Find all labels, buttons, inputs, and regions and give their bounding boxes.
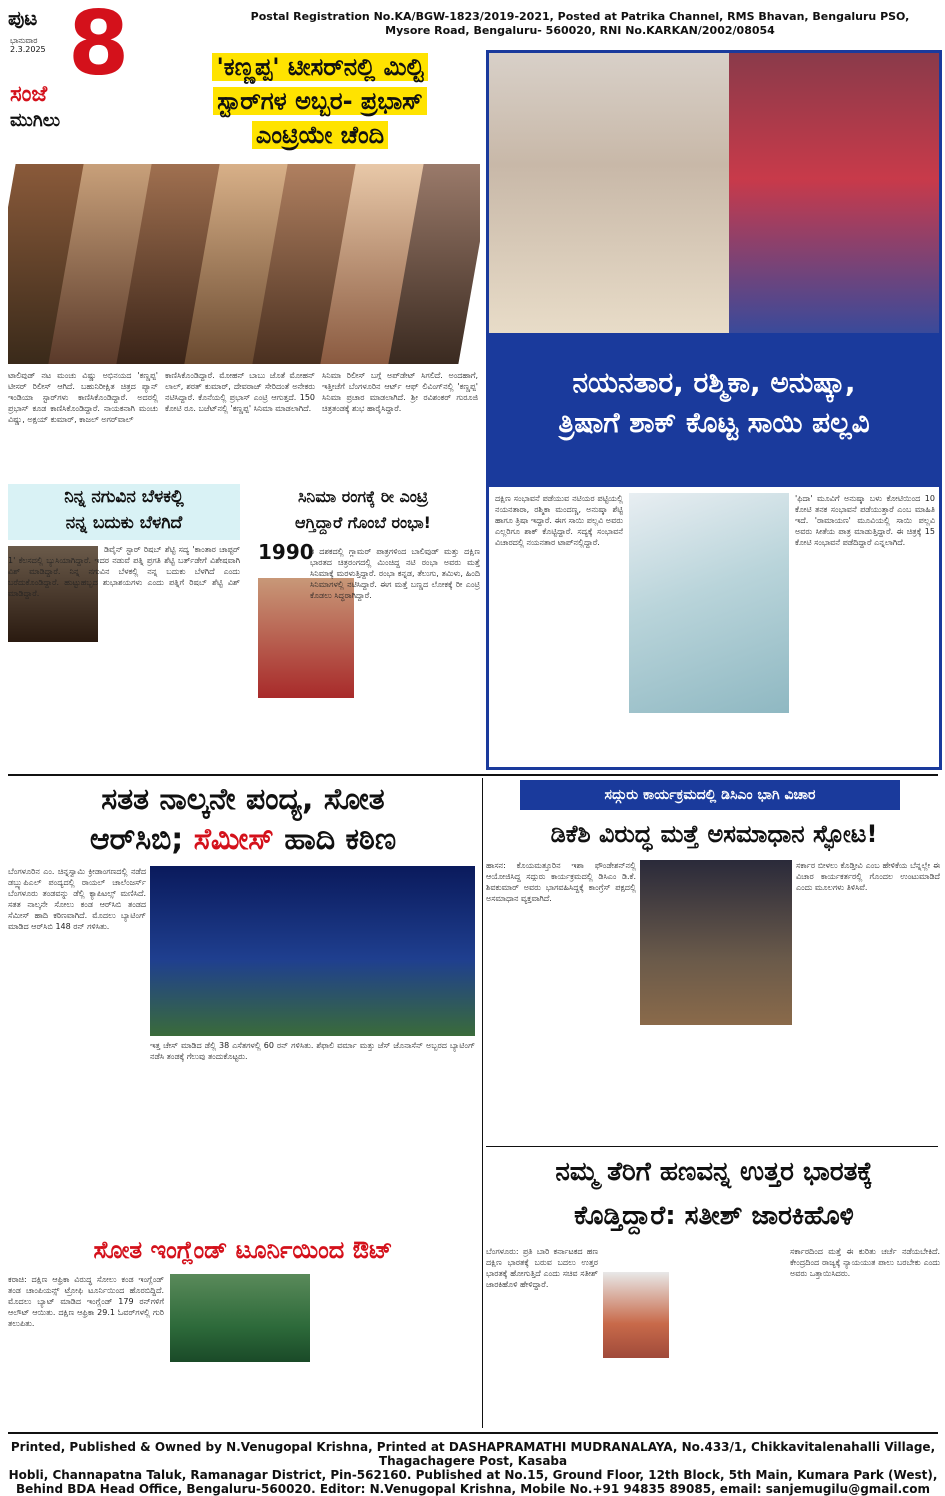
dk-headline: ಡಿಕೆಶಿ ವಿರುದ್ಧ ಮತ್ತೆ ಅಸಮಾಧಾನ ಸ್ಫೋಟ! [550,820,878,848]
brand-name-line1: ಸಂಜೆ [10,82,48,107]
section-divider-2 [486,1146,938,1147]
sai-pallavi-body-col1: ದಕ್ಷಿಣ ಸಂಭಾವನೆ ಪಡೆಯುವ ನಟಿಯರ ಪಟ್ಟಿಯಲ್ಲಿ ನಯನತಾರಾ, ರಶ್ಮಿಕಾ ಮಂದಣ್ಣ, ಅನುಷ್ಕಾ ಶೆಟ್ಟಿ ಹಾಗೂ ತ್ರಿಷಾ ಇದ್ದಾರೆ. ಈಗ ಸಾಯಿ ಪಲ್ಲವಿ ಅವರು ಎಲ್ಲರಿಗೂ ಶಾಕ್ ಕೊಟ್ಟಿದ್ದಾರೆ. ಸದ್ಯಕ್ಕೆ ಸಂಭಾವನೆ ವಿಚಾರದಲ್ಲಿ ನಯನತಾರ ಟಾಪ್‌ನಲ್ಲಿದ್ದಾರೆ. [495,494,623,547]
rashmika-photo [489,53,729,333]
column-divider [482,778,483,1428]
kannappa-headline: 'ಕಣ್ಣಪ್ಪ' ಟೀಸರ್‌ನಲ್ಲಿ ಮಿಲ್ಟಿ ಸ್ಟಾರ್‌ಗಳ ಅಬ್ಬರ- ಪ್ರಭಾಸ್ ಎಂಟ್ರಿಯೇ ಚೆಂದಿ [170,50,470,162]
rishab-headline: ನಿನ್ನ ನಗುವಿನ ಬೆಳಕಲ್ಲಿ ನನ್ನ ಬದುಕು ಬೆಳಗಿದೆ [8,484,240,540]
registration-line: Postal Registration No.KA/BGW-1823/2019-2021, Posted at Patrika Channel, RMS Bhavan, Bengaluru PSO, Mysore Road, Bengaluru- 560020, RNI No.KARKAN/2002/08054 [250,10,910,37]
sai-pallavi-feature [486,50,942,770]
dk-kicker-banner: ಸದ್ಗುರು ಕಾರ್ಯಕ್ರಮದಲ್ಲಿ ಡಿಸಿಎಂ ಭಾಗಿ ವಿಚಾರ [520,780,900,810]
sai-pallavi-headline: ನಯನತಾರ, ರಶ್ಮಿಕಾ, ಅನುಷ್ಕಾ, ತ್ರಿಷಾಗೆ ಶಾಕ್ ಕೊಟ್ಟ ಸಾಯಿ ಪಲ್ಲವಿ [489,333,939,487]
rcb-body-left: ಬೆಂಗಳೂರಿನ ಎಂ. ಚಿನ್ನಸ್ವಾಮಿ ಕ್ರೀಡಾಂಗಣದಲ್ಲಿ ನಡೆದ ಡಬ್ಲ್ಯುಪಿಎಲ್ ಪಂದ್ಯದಲ್ಲಿ ರಾಯಲ್ ಚಾಲೆಂಜರ್ಸ್ ಬೆಂಗಳೂರು ತಂಡವನ್ನು ಡೆಲ್ಲಿ ಕ್ಯಾಪಿಟಲ್ಸ್ ಮಣಿಸಿದೆ. ಸತತ ನಾಲ್ಕನೇ ಸೋಲು ಕಂಡ ಆರ್‌ಸಿಬಿ ತಂಡದ ಸೆಮೀಸ್ ಹಾದಿ ಕಠಿಣವಾಗಿದೆ. ಮೊದಲು ಬ್ಯಾಟಿಂಗ್ ಮಾಡಿದ ಆರ್‌ಸಿಬಿ 148 ರನ್ ಗಳಿಸಿತು. [8,867,146,931]
kannappa-body-col2: ಕಾಣಿಸಿಕೊಂಡಿದ್ದಾರೆ. ಮೋಹನ್ ಬಾಬು ಜೊತೆ ಮೋಹನ್ ಲಾಲ್, ಶರತ್ ಕುಮಾರ್, ದೇವರಾಜ್ ಸೇರಿದಂತೆ ಅನೇಕರು ನಟಿಸಿದ್ದಾರೆ. ಕೊನೆಯಲ್ಲಿ ಪ್ರಭಾಸ್ ಎಂಟ್ರಿ ಆಗುತ್ತದೆ. 150 ಕೋಟಿ ರೂ. ಬಜೆಟ್‌ನಲ್ಲಿ 'ಕಣ್ಣಪ್ಪ' ಸಿನಿಮಾ ಮಾಡಲಾಗಿದೆ. [165,371,315,413]
satish-body-right: ಸರ್ಕಾರದಿಂದ ಮತ್ತೆ ಈ ಕುರಿತು ಚರ್ಚೆ ನಡೆಯಬೇಕಿದೆ. ಕೇಂದ್ರದಿಂದ ರಾಜ್ಯಕ್ಕೆ ನ್ಯಾಯಯುತ ಪಾಲು ಬರಬೇಕು ಎಂದು ಅವರು ಒತ್ತಾಯಿಸಿದರು. [790,1247,940,1278]
rcb-body-right: ಇತ್ತ ಚೇಸ್ ಮಾಡಿದ ಡೆಲ್ಲಿ 38 ಎಸೆತಗಳಲ್ಲಿ 60 ರನ್ ಗಳಿಸಿತು. ಶೆಫಾಲಿ ವರ್ಮಾ ಮತ್ತು ಜೆಸ್ ಜೊನಾಸೆನ್ ಅಬ್ಬರದ ಬ್ಯಾಟಿಂಗ್ ನಡೆಸಿ ತಂಡಕ್ಕೆ ಗೆಲುವು ತಂದುಕೊಟ್ಟರು. [150,1041,475,1061]
south-africa-team-photo [170,1274,310,1362]
page-number: 8 [68,0,130,95]
imprint-footer: Printed, Published & Owned by N.Venugopal Krishna, Printed at DASHAPRAMATHI MUDRANALAYA, No.433/1, Chikkavitalenahalli Village, Thagachagere Post, Kasaba Hobli, Channapatna Taluk, Ramanagar District, Pin-562160. Published at No.15, Ground Floor, 12th Block, 5th Main, Kumara Park (West), Behind BDA Head Office, Bengaluru-560020. Editor: N.Venugopal Krishna, Mobile No.+91 94835 89085, email: sanjemugilu@gmail.com [8,1432,938,1482]
rishab-article [8,484,240,774]
section-divider [8,774,938,776]
england-body: ಕರಾಚಿ: ದಕ್ಷಿಣ ಆಫ್ರಿಕಾ ವಿರುದ್ಧ ಸೋಲು ಕಂಡ ಇಂಗ್ಲೆಂಡ್ ತಂಡ ಚಾಂಪಿಯನ್ಸ್ ಟ್ರೋಫಿ ಟೂರ್ನಿಯಿಂದ ಹೊರಬಿದ್ದಿದೆ. ಮೊದಲು ಬ್ಯಾಟ್ ಮಾಡಿದ ಇಂಗ್ಲೆಂಡ್ 179 ರನ್‌ಗಳಿಗೆ ಆಲೌಟ್ ಆಯಿತು. ದಕ್ಷಿಣ ಆಫ್ರಿಕಾ 29.1 ಓವರ್‌ಗಳಲ್ಲಿ ಗುರಿ ತಲುಪಿತು. [8,1275,164,1328]
dk-body-right: ಸರ್ಕಾರ ಬೀಳಲು ಕೊಡ್ತೀವಿ ಎಂಬ ಹೇಳಿಕೆಯ ಬೆನ್ನಲ್ಲೇ ಈ ವಿಚಾರ ಕಾರ್ಯಕರ್ತರಲ್ಲಿ ಗೊಂದಲ ಉಂಟುಮಾಡಿದೆ ಎಂದು ಮೂಲಗಳು ತಿಳಿಸಿವೆ. [796,861,940,892]
satish-headline: ನಮ್ಮ ತೆರಿಗೆ ಹಣವನ್ನ ಉತ್ತರ ಭಾರತಕ್ಕೆ ಕೊಡ್ತಿದ್ದಾರೆ: ಸತೀಶ್ ಜಾರಕಿಹೊಳಿ [555,1157,873,1231]
kannappa-body-col3: ಸಿನಿಮಾ ರಿಲೀಸ್ ಬಗ್ಗೆ ಅಪ್‌ಡೇಟ್ ಸಿಗಲಿದೆ. ಅಂದಹಾಗೆ, ಇತ್ತೀಚೆಗೆ ಬೆಂಗಳೂರಿನ ಆರ್ಟ್ ಆಫ್ ಲಿವಿಂಗ್‌ನಲ್ಲಿ 'ಕಣ್ಣಪ್ಪ' ಸಿನಿಮಾ ಪ್ರಚಾರ ಮಾಡಲಾಗಿದೆ. ಶ್ರೀ ರವಿಶಂಕರ್ ಗುರೂಜಿ ಚಿತ್ರತಂಡಕ್ಕೆ ಶುಭ ಹಾರೈಸಿದ್ದಾರೆ. [322,371,478,413]
england-headline: ಸೋತ ಇಂಗ್ಲೆಂಡ್ ಟೂರ್ನಿಯಿಂದ ಔಟ್ [93,1236,393,1264]
kannappa-cast-photo [8,164,480,364]
sai-pallavi-body-col3: 'ಫಿದಾ' ಮೂವಿಗೆ ಅನುಷ್ಕಾ ಬಳು ಕೋಟಿಯಿಂದ 10 ಕೋಟಿ ತನಕ ಸಂಭಾವನೆ ಪಡೆಯುತ್ತಾರೆ ಎಂಬ ಮಾಹಿತಿ ಇದೆ. 'ರಾಮಾಯಣ' ಮೂವಿಯಲ್ಲಿ ಸಾಯಿ ಪಲ್ಲವಿ ಅವರು ಸೀತೆಯ ಪಾತ್ರ ಮಾಡುತ್ತಿದ್ದಾರೆ. ಈ ಚಿತ್ರಕ್ಕೆ 15 ಕೋಟಿ ಸಂಭಾವನೆ ಪಡೆದಿದ್ದಾರೆ ಎನ್ನಲಾಗಿದೆ. [795,494,935,547]
rambha-body: ರ ದಶಕದಲ್ಲಿ ಗ್ಲಾಮರ್ ಪಾತ್ರಗಳಿಂದ ಬಾಲಿವುಡ್ ಮತ್ತು ದಕ್ಷಿಣ ಭಾರತದ ಚಿತ್ರರಂಗದಲ್ಲಿ ಮಿಂಚಿದ್ದ ನಟಿ ರಂಭಾ ಅವರು ಮತ್ತೆ ಸಿನಿಮಾಕ್ಕೆ ಮರಳುತ್ತಿದ್ದಾರೆ. ರಂಭಾ ಕನ್ನಡ, ತೆಲುಗು, ತಮಿಳು, ಹಿಂದಿ ಸಿನಿಮಾಗಳಲ್ಲಿ ನಟಿಸಿದ್ದಾರೆ. ಈಗ ಮತ್ತೆ ಬಣ್ಣದ ಲೋಕಕ್ಕೆ ರೀ ಎಂಟ್ರಿ ಕೊಡಲು ಸಿದ್ಧರಾಗಿದ್ದಾರೆ. [310,547,480,600]
rambha-year: 1990 [258,540,314,564]
sai-pallavi-photo [629,493,789,713]
satish-photo [603,1272,669,1358]
sadhguru-event-photo [640,860,792,1025]
satish-body-left: ಬೆಂಗಳೂರು: ಪ್ರತಿ ಬಾರಿ ಕರ್ನಾಟಕದ ಹಣ ದಕ್ಷಿಣ ಭಾರತಕ್ಕೆ ಬರುವ ಬದಲು ಉತ್ತರ ಭಾರತಕ್ಕೆ ಹೋಗುತ್ತಿದೆ ಎಂದು ಸಚಿವ ಸತೀಶ್ ಜಾರಕಿಹೊಳಿ ಹೇಳಿದ್ದಾರೆ. [486,1247,598,1289]
brand-name-line2: ಮುಗಿಲು [10,110,61,131]
issue-date: ಭಾನುವಾರ 2.3.2025 [10,36,46,54]
rcb-headline: ಸತತ ನಾಲ್ಕನೇ ಪಂದ್ಯ, ಸೋತ ಆರ್‌ಸಿಬಿ; ಸೆಮೀಸ್ ಹಾದಿ ಕಠಿಣ [89,782,397,857]
page-label: ಪುಟ [8,6,38,30]
rishab-body: ಡಿವೈನ್ ಸ್ಟಾರ್ ರಿಷಬ್ ಶೆಟ್ಟಿ ಸದ್ಯ 'ಕಾಂತಾರ ಚಾಪ್ಟರ್ 1' ಕೆಲಸದಲ್ಲಿ ಬ್ಯುಸಿಯಾಗಿದ್ದಾರೆ. ಇದರ ನಡುವೆ ಪತ್ನಿ ಪ್ರಗತಿ ಶೆಟ್ಟಿ ಬರ್ತ್‌ಡೇಗೆ ವಿಶೇಷವಾಗಿ ವಿಶ್ ಮಾಡಿದ್ದಾರೆ. ನಿನ್ನ ನಗುವಿನ ಬೆಳಕಲ್ಲಿ ನನ್ನ ಬದುಕು ಬೆಳಗಿದೆ ಎಂದು ಬರೆದುಕೊಂಡಿದ್ದಾರೆ. ಹುಟ್ಟುಹಬ್ಬದ ಶುಭಾಶಯಗಳು ಎಂದು ಪತ್ನಿಗೆ ರಿಷಬ್ ಶೆಟ್ಟಿ ವಿಶ್ ಮಾಡಿದ್ದಾರೆ. [8,545,240,598]
rambha-headline: ಸಿನಿಮಾ ರಂಗಕ್ಕೆ ರೀ ಎಂಟ್ರಿ ಆಗ್ತಿದ್ದಾರೆ ಗೊಂಬೆ ರಂಭಾ! [295,487,431,532]
dk-body-left: ಹಾಸನ: ಕೊಯಮತ್ತೂರಿನ ಇಶಾ ಫೌಂಡೇಶನ್‌ನಲ್ಲಿ ಆಯೋಜಿಸಿದ್ದ ಸದ್ಗುರು ಕಾರ್ಯಕ್ರಮದಲ್ಲಿ ಡಿಸಿಎಂ ಡಿ.ಕೆ. ಶಿವಕುಮಾರ್ ಅವರು ಭಾಗವಹಿಸಿದ್ದಕ್ಕೆ ಕಾಂಗ್ರೆಸ್ ಪಕ್ಷದಲ್ಲಿ ಅಸಮಾಧಾನ ವ್ಯಕ್ತವಾಗಿದೆ. [486,861,636,903]
cricket-match-photo [150,866,475,1036]
kannappa-body-col1: ಟಾಲಿವುಡ್ ನಟ ಮಂಚು ವಿಷ್ಣು ಅಭಿನಯದ 'ಕಣ್ಣಪ್ಪ' ಟೀಸರ್ ರಿಲೀಸ್ ಆಗಿದೆ. ಬಹುನಿರೀಕ್ಷಿತ ಚಿತ್ರದ ಪ್ಯಾನ್ ಇಂಡಿಯಾ ಸ್ಟಾರ್‌ಗಳು ಕಾಣಿಸಿಕೊಂಡಿದ್ದಾರೆ. ಅದರಲ್ಲಿ ಪ್ರಭಾಸ್ ಕೂಡ ಕಾಣಿಸಿಕೊಂಡಿದ್ದಾರೆ. ನಾಯಕನಾಗಿ ಮಂಚು ವಿಷ್ಣು, ಅಕ್ಷಯ್ ಕುಮಾರ್, ಕಾಜಲ್ ಅಗರ್‌ವಾಲ್ [8,371,158,424]
nayanthara-photo [729,53,939,333]
